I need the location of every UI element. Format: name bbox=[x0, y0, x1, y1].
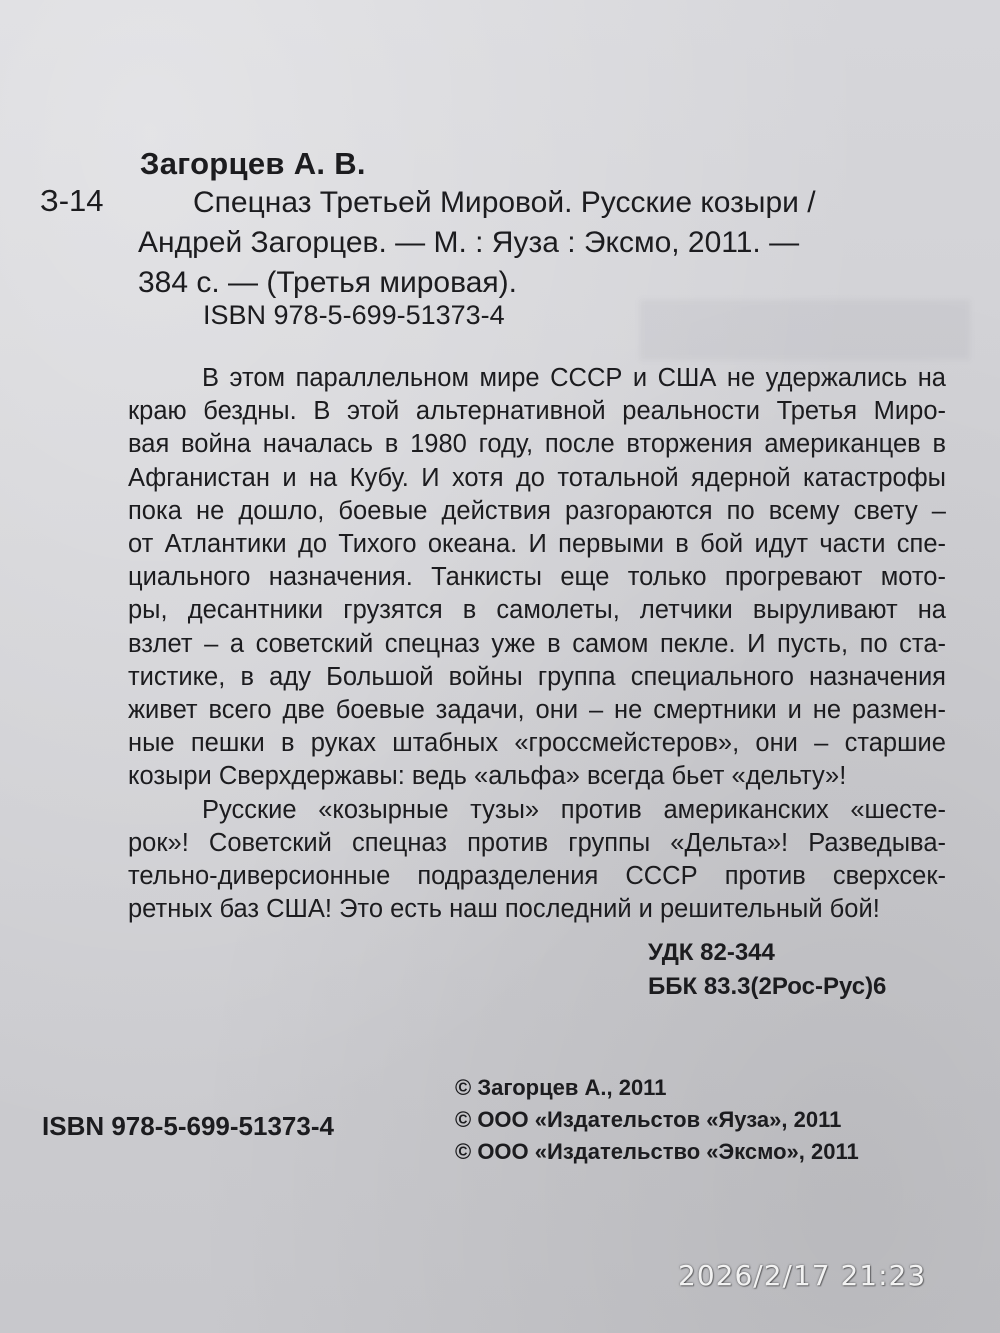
bbk-code: ББК 83.3(2Рос-Рус)6 bbox=[648, 973, 887, 1000]
annotation-line: козыри Сверхдержавы: ведь «альфа» всегда бьет «дельту»! bbox=[128, 762, 847, 791]
annotation-line: от Атлантики до Тихого океана. И первыми в бой идут части спе- bbox=[128, 530, 946, 559]
udk-code: УДК 82-344 bbox=[648, 939, 775, 966]
annotation-line: Афганистан и на Кубу. И хотя до тотальной ядерной катастрофы bbox=[128, 463, 946, 492]
annotation-line: циального назначения. Танкисты еще только прогревают мото- bbox=[128, 563, 946, 592]
show-through-shadow bbox=[640, 300, 970, 360]
title-line: Спецназ Третьей Мировой. Русские козыри / bbox=[193, 186, 816, 219]
annotation-line: ретных баз США! Это есть наш последний и решительный бой! bbox=[128, 895, 880, 924]
annotation-line: краю бездны. В этой альтернативной реальности Третья Миро- bbox=[128, 397, 946, 426]
annotation-line: Русские «козырные тузы» против американских «шесте- bbox=[202, 795, 946, 824]
annotation-line: В этом параллельном мире СССР и США не удержались на bbox=[202, 364, 946, 392]
copyright-block bbox=[455, 1072, 859, 1168]
annotation-line: пока не дошло, боевые действия разгораются по всему свету – bbox=[128, 496, 946, 525]
title-line: Андрей Загорцев. — М. : Яуза : Эксмо, 2011. — bbox=[138, 226, 800, 259]
photo-timestamp: 2026/2/17 21:23 bbox=[678, 1259, 927, 1292]
title-line: 384 с. — (Третья мировая). bbox=[138, 266, 517, 299]
isbn-top: ISBN 978-5-699-51373-4 bbox=[203, 300, 505, 330]
annotation-line: рок»! Советский спецназ против группы «Дельта»! Разведыва- bbox=[128, 828, 946, 857]
annotation-line: тельно-диверсионные подразделения СССР против сверхсек- bbox=[128, 862, 946, 891]
copyright-line: © ООО «Издательство «Эксмо», 2011 bbox=[455, 1139, 859, 1164]
annotation-text bbox=[128, 362, 946, 926]
annotation-line: ры, десантники грузятся в самолеты, летчики выруливают на bbox=[128, 596, 946, 625]
bibliographic-title bbox=[138, 183, 958, 303]
annotation-line: взлет – а советский спецназ уже в самом пекле. И пусть, по ста- bbox=[128, 629, 946, 658]
annotation-line: ные пешки в руках штабных «гроссмейстеров», они – старшие bbox=[128, 729, 946, 758]
annotation-line: живет всего две боевые задачи, они – не смертники и не размен- bbox=[128, 696, 946, 725]
isbn-bottom: ISBN 978-5-699-51373-4 bbox=[42, 1111, 334, 1141]
copyright-line: © ООО «Издательстов «Яуза», 2011 bbox=[455, 1107, 842, 1132]
annotation-line: тистике, в аду Большой войны группа специального назначения bbox=[128, 662, 946, 691]
copyright-line: © Загорцев А., 2011 bbox=[455, 1075, 667, 1100]
author-heading: Загорцев А. В. bbox=[140, 146, 366, 181]
classification-codes bbox=[648, 936, 886, 1004]
annotation-line: вая война началась в 1980 году, после вторжения американцев в bbox=[128, 430, 946, 459]
catalog-code: З-14 bbox=[40, 183, 104, 218]
